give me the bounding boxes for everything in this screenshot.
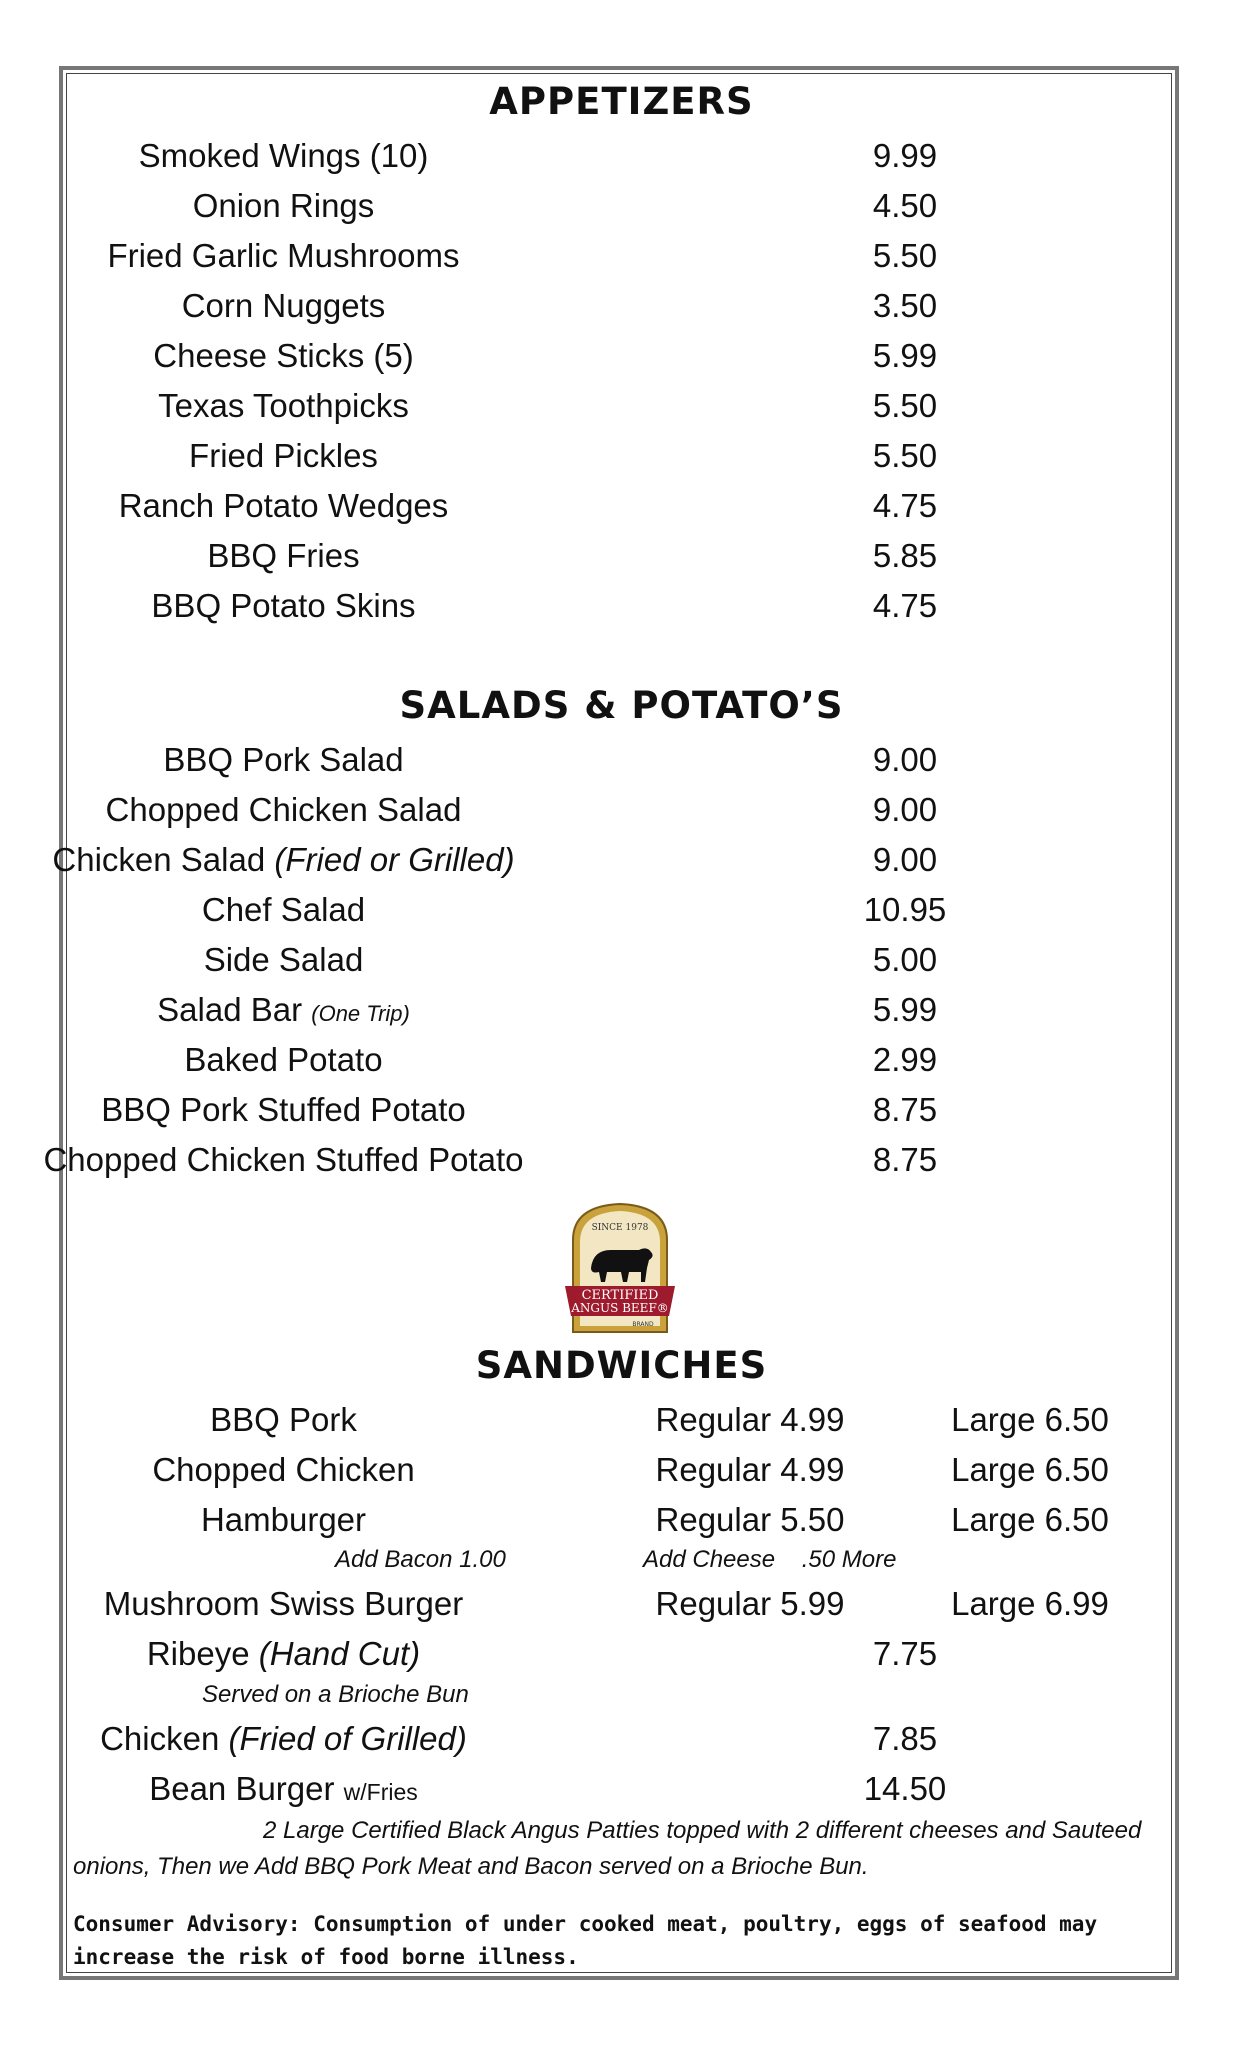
item-price: 4.75 (872, 587, 938, 624)
large-price: Large 6.99 (951, 1585, 1109, 1622)
menu-item (0, 484, 1243, 534)
item-name: Chopped Chicken Salad (105, 791, 462, 828)
item-name: Smoked Wings (10) (138, 137, 429, 174)
item-name: Hamburger (200, 1501, 367, 1538)
item-name (0, 1632, 567, 1676)
item-price: 3.50 (872, 287, 938, 324)
item-name: Mushroom Swiss Burger (103, 1585, 464, 1622)
item-name: Fried Pickles (189, 437, 378, 474)
item-price: 2.99 (872, 1041, 938, 1078)
item-price: 8.75 (872, 1141, 938, 1178)
menu-item (0, 988, 1243, 1038)
item-name: BBQ Pork (210, 1401, 357, 1438)
menu-item (0, 1138, 1243, 1188)
menu-item (0, 334, 1243, 384)
item-price: 9.00 (872, 841, 938, 878)
item-price: 5.50 (872, 437, 938, 474)
regular-price: Regular 4.99 (655, 1451, 845, 1488)
menu-item (0, 888, 1243, 938)
certified-angus-beef-logo (555, 1200, 685, 1338)
item-price: 7.85 (872, 1720, 938, 1757)
large-price: Large 6.50 (951, 1501, 1109, 1538)
sandwich-item (0, 1448, 1243, 1498)
menu-item (0, 938, 1243, 988)
sandwich-item (0, 1582, 1243, 1632)
item-name-text: Chicken (100, 1720, 220, 1757)
item-name: Corn Nuggets (181, 287, 386, 324)
salads-heading: SALADS & POTATO’S (399, 684, 844, 727)
consumer-advisory: Consumer Advisory: Consumption of under cooked meat, poultry, eggs of seafood may increase the risk of food borne illness. (73, 1912, 1098, 1969)
menu-item (0, 1088, 1243, 1138)
item-name: Side Salad (203, 941, 364, 978)
menu-item (0, 384, 1243, 434)
item-price: 5.85 (872, 537, 938, 574)
item-name: Baked Potato (184, 1041, 383, 1078)
item-price: 7.75 (872, 1635, 938, 1672)
sandwiches-heading: SANDWICHES (475, 1344, 768, 1387)
item-name: Onion Rings (192, 187, 375, 224)
item-name: BBQ Pork Salad (163, 741, 404, 778)
item-name-text: Ribeye (146, 1635, 250, 1672)
item-price: 5.00 (872, 941, 938, 978)
item-name: Ranch Potato Wedges (118, 487, 449, 524)
item-name (0, 1717, 567, 1761)
menu-item (0, 134, 1243, 184)
menu-item (0, 534, 1243, 584)
menu-item (0, 738, 1243, 788)
item-note: (One Trip) (311, 1001, 410, 1026)
sandwich-item (0, 1717, 1243, 1767)
item-price: 5.50 (872, 237, 938, 274)
sandwich-item (0, 1398, 1243, 1448)
sandwich-item (0, 1498, 1243, 1548)
menu-item (0, 584, 1243, 634)
menu-item (0, 434, 1243, 484)
item-price: 5.99 (872, 991, 938, 1028)
large-price: Large 6.50 (951, 1401, 1109, 1438)
logo-brand-text: BRAND (632, 1321, 654, 1328)
item-name: Fried Garlic Mushrooms (107, 237, 460, 274)
item-name: Texas Toothpicks (158, 387, 409, 424)
item-note: w/Fries (343, 1779, 418, 1805)
menu-item (0, 788, 1243, 838)
item-price: 9.99 (872, 137, 938, 174)
item-price: 8.75 (872, 1091, 938, 1128)
item-name (0, 988, 567, 1036)
item-name-text: Chicken Salad (52, 841, 266, 878)
add-bacon-note: Add Bacon 1.00 (335, 1546, 506, 1573)
menu-item (0, 184, 1243, 234)
logo-line2-text: ANGUS BEEF® (571, 1301, 669, 1315)
menu-item (0, 284, 1243, 334)
logo-since-text: SINCE 1978 (591, 1223, 649, 1233)
item-name: BBQ Pork Stuffed Potato (101, 1091, 466, 1128)
large-price: Large 6.50 (951, 1451, 1109, 1488)
item-price: 14.50 (863, 1770, 947, 1807)
item-name-text: Bean Burger (149, 1770, 335, 1807)
item-name (0, 1767, 567, 1814)
menu-item (0, 234, 1243, 284)
sandwich-item (0, 1767, 1243, 1817)
item-note: (Fried or Grilled) (274, 841, 515, 878)
item-name-text: Salad Bar (157, 991, 303, 1028)
item-name (0, 838, 567, 882)
item-name: Cheese Sticks (5) (153, 337, 414, 374)
item-price: 5.50 (872, 387, 938, 424)
add-cheese-note: Add Cheese .50 More (643, 1546, 897, 1573)
logo-line1-text: CERTIFIED (581, 1288, 659, 1303)
bean-burger-description: 2 Large Certified Black Angus Patties topped with 2 different cheeses and Sauteed onions, Then we Add BBQ Pork Meat and Bacon served on a Brioche Bun. (73, 1817, 1142, 1880)
item-name: BBQ Potato Skins (151, 587, 416, 624)
appetizers-heading: APPETIZERS (489, 80, 754, 123)
item-price: 10.95 (863, 891, 947, 928)
brioche-note: Served on a Brioche Bun (202, 1681, 469, 1708)
item-price: 9.00 (872, 791, 938, 828)
item-price: 4.75 (872, 487, 938, 524)
item-name: BBQ Fries (207, 537, 360, 574)
menu-item (0, 838, 1243, 888)
item-name: Chef Salad (201, 891, 366, 928)
regular-price: Regular 5.99 (655, 1585, 845, 1622)
menu-item (0, 1038, 1243, 1088)
item-name: Chopped Chicken Stuffed Potato (43, 1141, 524, 1178)
item-note: (Hand Cut) (258, 1635, 421, 1672)
item-note: (Fried of Grilled) (228, 1720, 467, 1757)
sandwich-item (0, 1632, 1243, 1682)
regular-price: Regular 5.50 (655, 1501, 845, 1538)
item-price: 4.50 (872, 187, 938, 224)
regular-price: Regular 4.99 (655, 1401, 845, 1438)
item-name: Chopped Chicken (152, 1451, 415, 1488)
item-price: 5.99 (872, 337, 938, 374)
item-price: 9.00 (872, 741, 938, 778)
